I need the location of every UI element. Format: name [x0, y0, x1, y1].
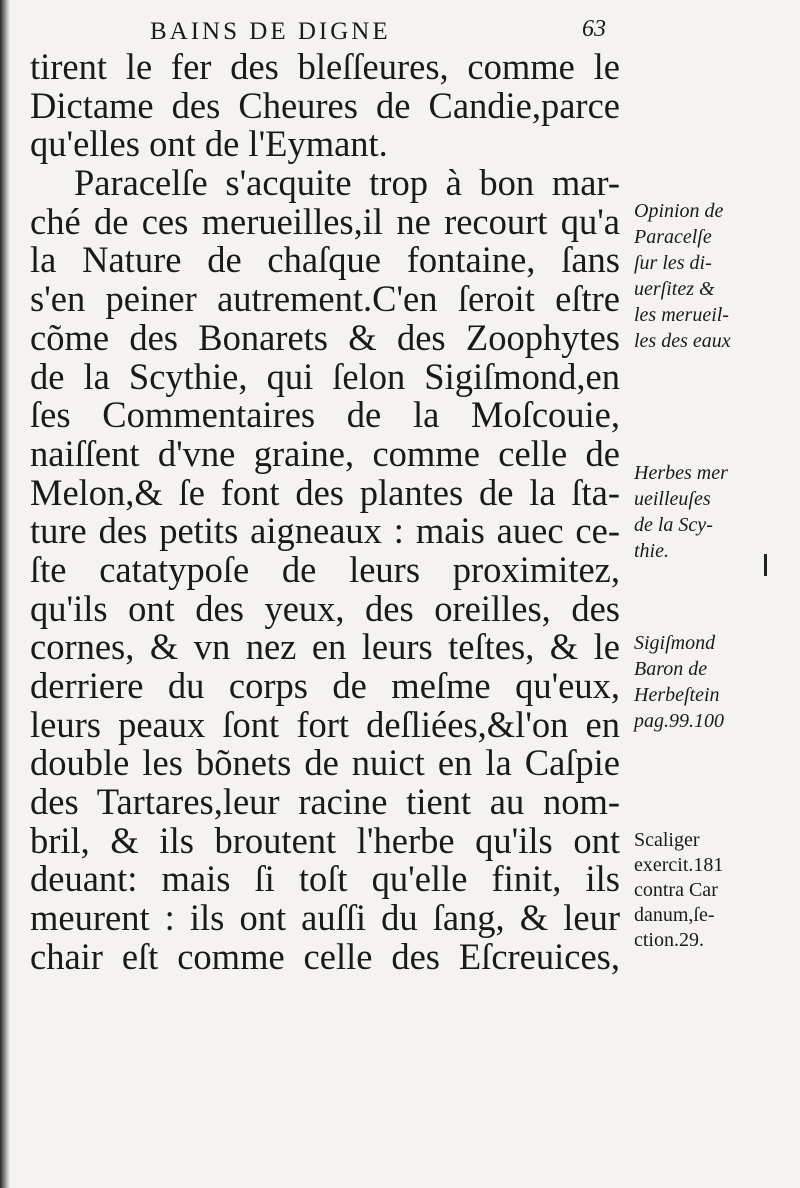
- page-gutter-shadow: [0, 0, 10, 1188]
- body-text: [30, 48, 620, 977]
- text-line: cõme des Bonarets & des Zoophytes: [30, 316, 620, 358]
- text-line: ſes Commentaires de la Moſcouie,: [30, 394, 620, 436]
- text-line: leurs peaux ſont fort deſliées,&l'on en: [30, 703, 620, 745]
- text-line: Melon,& ſe font des plantes de la ſta-: [30, 471, 620, 513]
- text-line: s'en peiner autrement.C'en ſeroit eſtre: [30, 278, 620, 320]
- text-line: double les bõnets de nuict en la Caſpie: [30, 742, 620, 784]
- text-line: naiſſent d'vne graine, comme celle de: [30, 432, 620, 474]
- page-number: 63: [582, 16, 606, 42]
- text-line: meurent : ils ont auſſi du ſang, & leur: [30, 897, 620, 939]
- running-head: BAINS DE DIGNE: [150, 18, 391, 45]
- text-line: de la Scythie, qui ſelon Sigiſmond,en: [30, 355, 620, 397]
- text-line: Paracelſe s'acquite trop à bon mar-: [74, 162, 620, 204]
- text-line: ſte catatypoſe de leurs proximitez,: [30, 548, 620, 590]
- text-line: la Nature de chaſque fontaine, ſans: [30, 239, 620, 281]
- text-line: tirent le fer des bleſſeures, comme le: [30, 46, 620, 87]
- print-mark: [764, 554, 767, 576]
- text-line: qu'elles ont de l'Eymant.: [30, 123, 388, 165]
- text-line: cornes, & vn nez en leurs teſtes, & le: [30, 626, 620, 668]
- text-line: qu'ils ont des yeux, des oreilles, des: [30, 587, 620, 629]
- margin-note-herbes: Herbes mer ueilleuſes de la Scy- thie.: [634, 462, 728, 562]
- text-line: deuant: mais ſi toſt qu'elle finit, ils: [30, 858, 620, 900]
- margin-note-scaliger: Scaliger exercit.181 contra Car danum,ſe- ction.29.: [634, 829, 724, 951]
- text-line: derriere du corps de meſme qu'eux,: [30, 665, 620, 706]
- text-line: Dictame des Cheures de Candie,parce: [30, 84, 620, 126]
- text-line: bril, & ils broutent l'herbe qu'ils ont: [30, 819, 620, 861]
- text-line: ché de ces merueilles,il ne recourt qu'a: [30, 200, 620, 242]
- margin-note-sigismond: Sigiſmond Baron de Herbeſtein pag.99.100: [634, 632, 724, 732]
- text-line: chair eſt comme celle des Eſcreuices,: [30, 935, 620, 977]
- text-line: ture des petits aigneaux : mais auec ce-: [30, 510, 620, 552]
- text-line: des Tartares,leur racine tient au nom-: [30, 781, 620, 823]
- margin-note-paracelse: Opinion de Paracelſe ſur les di- uerſitez & les merueil- les des eaux: [634, 200, 731, 352]
